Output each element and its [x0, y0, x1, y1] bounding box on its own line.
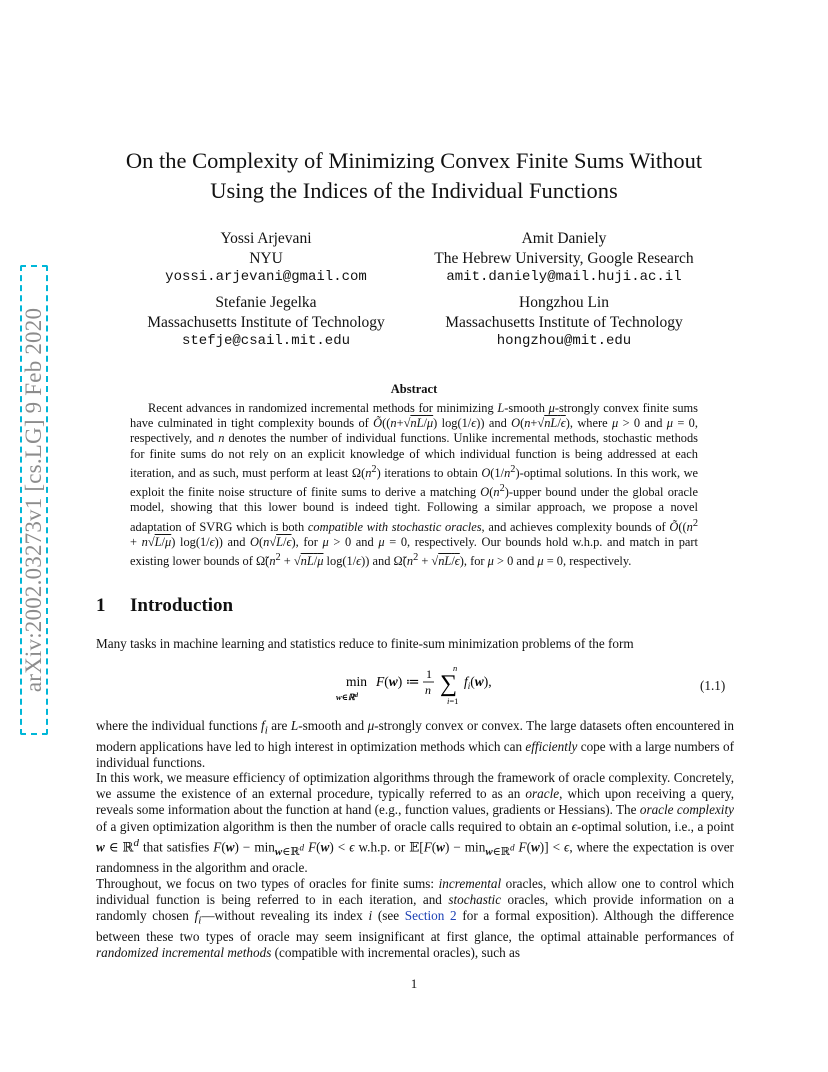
- intro-paragraph-4: Throughout, we focus on two types of oracles for finite sums: incremental oracles, which allow one to control which individual function is being referred to in each iteration, and stochastic oracles, which provide information on a randomly chosen $f_i—without$ revealing its index i (see Section 2 for a formal exposition). Although the difference between these two types of oracle may seem insignificant at first glance, the optimal attainable performances of randomized incremental methods (compatible with incremental oracles), such as: [96, 876, 735, 961]
- author-email: yossi.arjevani@gmail.com: [165, 269, 367, 285]
- section-number: 1: [96, 595, 106, 616]
- author-name: Stefanie Jegelka: [215, 294, 317, 311]
- eq-frac-num: 1: [426, 667, 432, 681]
- section-heading: [96, 595, 233, 617]
- eq-min-subscript: w∈ℝ$^d$: [336, 692, 358, 702]
- abstract-paragraph: Recent advances in randomized incremental methods for minimizing L-smooth μ-strongly convex finite sums have culminated in tight complexity bounds of Õ((n+√nL/μ) log(1/ϵ)) and O(n+√nL/ϵ), where μ > 0 and μ = 0, respectively, and n denotes the number of individual functions. Unlike incremental methods, stochastic methods for finite sums do not rely on an explicit knowledge of which individual function is being addressed at each iteration, and as such, must perform at least $\Omega(n^2)$ iterations to obtain $O(1/n^2)$-optimal solutions. In this work, we exploit the finite noise structure of finite sums to derive a matching $O(n^2)$-upper bound under the global oracle model, showing that this lower bound is indeed tight. Following a similar approach, we propose a novel adaptation of SVRG which is both compatible with stochastic oracles, and achieves complexity bounds of $Õ((n^2 + n√L/\mu)$ log(1/ϵ)) and O(n√L/ϵ), for μ > 0 and μ = 0, respectively. Our bounds hold w.h.p. and match in part existing lower bounds of $\Omegã(n^2 + √nL/\mu$ log(1/ϵ)) and $\Omegã(n^2 + √nL/\epsilon)$, for μ > 0 and μ = 0, respectively.: [130, 401, 699, 569]
- author-affiliation: The Hebrew University, Google Research: [434, 249, 694, 267]
- arxiv-stamp-text: arXiv:2002.03273v1 [cs.LG] 9 Feb 2020: [21, 307, 46, 693]
- author-name: Yossi Arjevani: [220, 230, 312, 247]
- eq-min-operator: min: [346, 674, 368, 689]
- eq-frac-den: n: [425, 683, 431, 697]
- author-affiliation: Massachusetts Institute of Technology: [147, 313, 385, 331]
- author-block-4: [424, 293, 704, 352]
- author-block-2: [388, 229, 740, 288]
- author-name: Hongzhou Lin: [519, 294, 609, 311]
- equation-1-1: [330, 666, 630, 710]
- intro-paragraph-2: where the individual functions $f_i$ are L-smooth and μ-strongly convex or convex. The large datasets often encountered in modern applications have led to high interest in optimization methods which can efficiently cope with a large numbers of individual functions.: [96, 718, 734, 771]
- intro-paragraph-3: In this work, we measure efficiency of optimization algorithms through the framework of oracle complexity. Concretely, we assume the existence of an external procedure, typically referred to as an oracle, which upon receiving a query, reveals some information about the function at hand (e.g., function values, gradients or Hessians). The oracle complexity of a given optimization algorithm is then the number of oracle calls required to obtain an ϵ-optimal solution, i.e., a point w ∈ ℝ$^d$ that satisfies $F(w) - \min_{w\in ℝ^d} F(w) < \epsilon$ w.h.p. or 𝔼[F(w) − $\min_{w\in ℝ^d} F(w)] < \epsilon$, where the expectation is over randomness in the algorithm and oracle.: [96, 770, 734, 876]
- intro-paragraph-1: Many tasks in machine learning and statistics reduce to finite-sum minimization problems of the form: [96, 636, 634, 651]
- eq-sum-symbol: ∑: [440, 671, 458, 697]
- abstract-body: [130, 401, 698, 570]
- eq-lhs: F(w) ≔: [376, 674, 420, 689]
- author-affiliation: Massachusetts Institute of Technology: [445, 313, 683, 331]
- title-line-2: Using the Indices of the Individual Functions: [210, 178, 618, 203]
- author-affiliation: NYU: [249, 249, 283, 267]
- author-block-1: [120, 229, 412, 288]
- page-number: 1: [410, 976, 418, 991]
- author-email: stefje@csail.mit.edu: [181, 333, 351, 349]
- section-title: Introduction: [130, 595, 234, 616]
- author-name: Amit Daniely: [521, 230, 607, 247]
- abstract-heading: Abstract: [390, 382, 438, 396]
- title-line-1: On the Complexity of Minimizing Convex Finite Sums Without: [125, 148, 703, 173]
- equation-number: (1.1): [700, 678, 726, 693]
- eq-sum-lower: i=1: [447, 696, 459, 706]
- author-email: hongzhou@mit.edu: [496, 333, 632, 349]
- section-2-link[interactable]: Section 2: [404, 908, 457, 924]
- arxiv-stamp: [20, 265, 48, 735]
- eq-sum-upper: n: [453, 666, 458, 673]
- paper-title: [80, 146, 748, 206]
- author-block-3: [120, 293, 412, 352]
- equation-svg: [330, 666, 630, 710]
- eq-rhs: $f_i(w)$,: [464, 674, 492, 691]
- author-email: amit.daniely@mail.huji.ac.il: [446, 269, 682, 285]
